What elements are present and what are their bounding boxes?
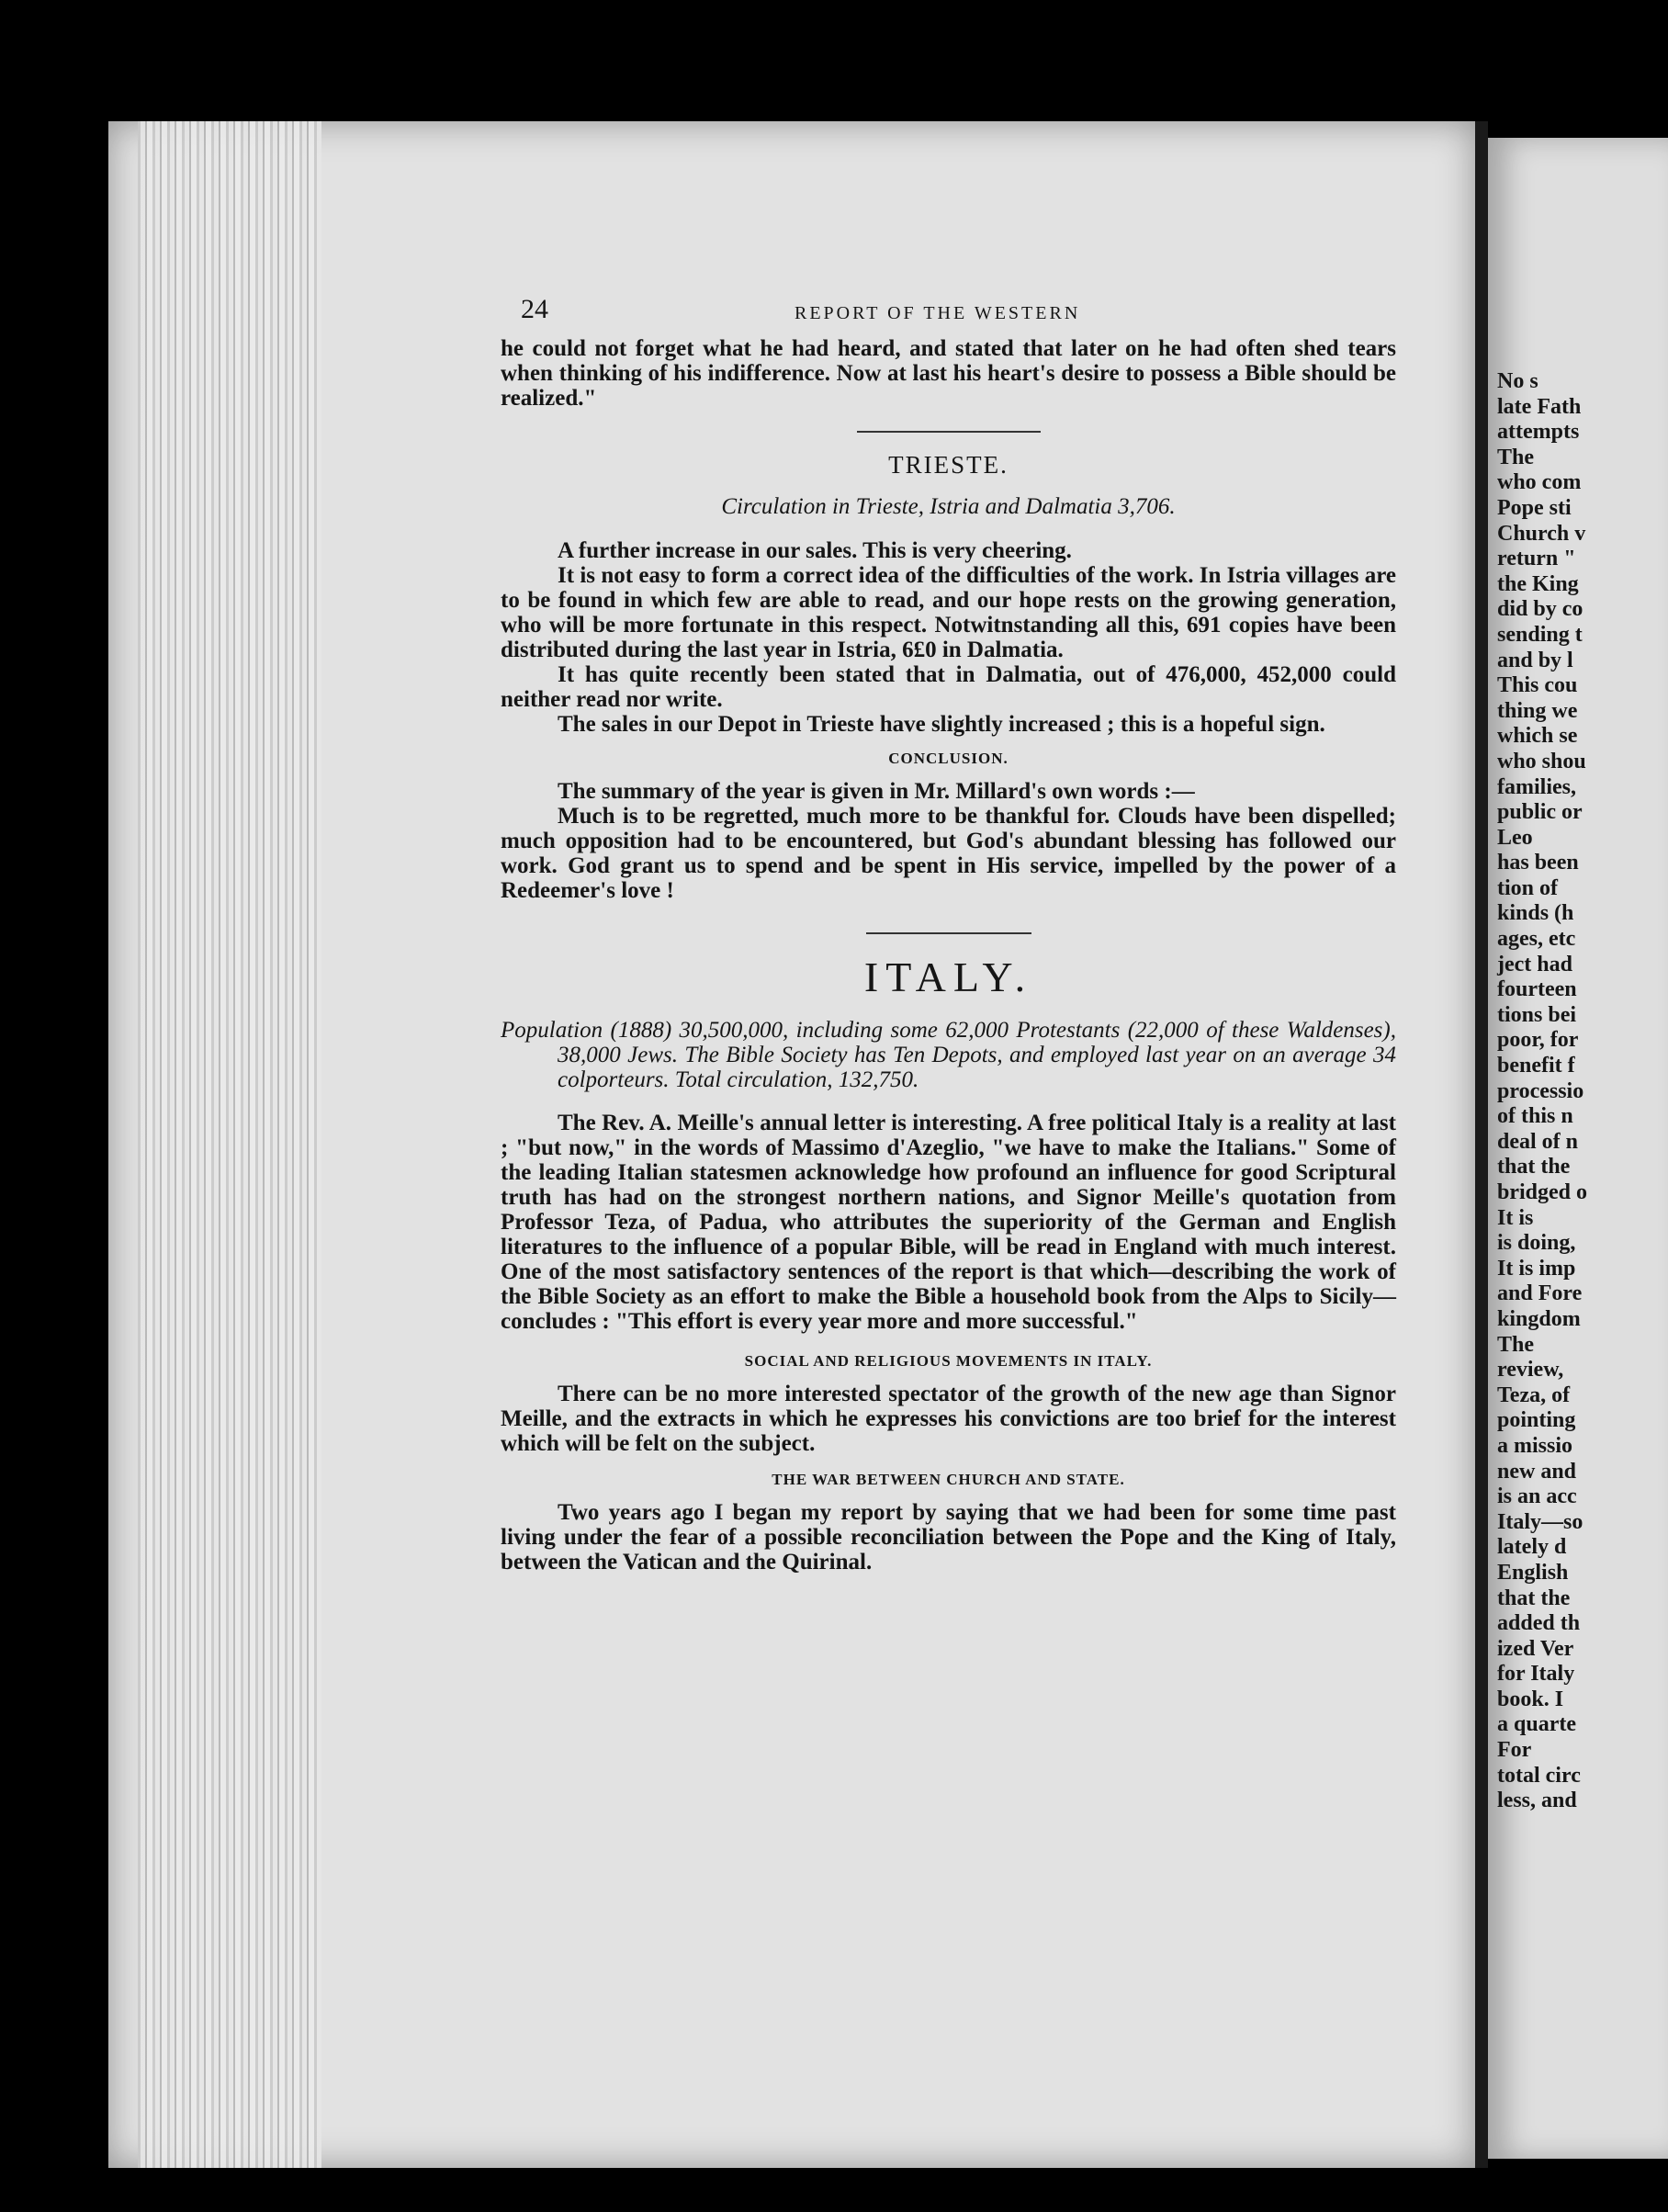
war-paragraph: Two years ago I began my report by saying that we had been for some time past living under the fear of a possible reconciliation between the Pope and the King of Italy, between the Vatican and the Quirinal. <box>501 1500 1396 1574</box>
facing-page-line: which se <box>1497 724 1578 749</box>
facing-page-line: ages, etc <box>1497 927 1576 952</box>
facing-page-line: attempts <box>1497 420 1580 445</box>
page-content <box>501 294 1396 1574</box>
facing-page-line: The <box>1497 445 1535 469</box>
facing-page-line: Teza, of <box>1497 1382 1571 1407</box>
facing-page-line: thing we <box>1497 698 1578 723</box>
italy-paragraph: The Rev. A. Meille's annual letter is interesting. A free political Italy is a reality at last ; "but now," in the words of Massimo d'Azeglio, "we have to make the Italians." Some of the leading Italian statesmen acknowledge how profound an influence for good Scriptural truth has had on the strongest northern nations, and Signor Meille's quotation from Professor Teza, of Padua, who attributes the superiority of the German and English literatures to the influence of a popular Bible, will be read in England with much interest. One of the most satisfactory sentences of the report is that which—describing the work of the Bible Society as an effort to make the Bible a household book from the Alps to Sicily—concludes : "This effort is every year more and more successful." <box>501 1111 1396 1334</box>
book-gutter <box>1475 121 1488 2168</box>
facing-page-line: did by co <box>1497 597 1583 622</box>
section-divider <box>857 431 1041 433</box>
facing-page-line: English <box>1497 1560 1569 1585</box>
facing-page-line: who shou <box>1497 749 1586 773</box>
running-header <box>501 294 1396 331</box>
facing-page-line: tions bei <box>1497 1002 1577 1027</box>
facing-page-line: kingdom <box>1497 1306 1581 1331</box>
facing-page-line: that the <box>1497 1586 1571 1610</box>
facing-page-line: deal of n <box>1497 1129 1579 1154</box>
facing-page-line: bridged o <box>1497 1180 1588 1204</box>
facing-page-line: fourteen <box>1497 977 1577 1002</box>
facing-page-line: For <box>1497 1738 1532 1763</box>
trieste-paragraph: A further increase in our sales. This is very cheering. <box>558 538 1072 563</box>
trieste-paragraph: The sales in our Depot in Trieste have slightly increased ; this is a hopeful sign. <box>558 712 1325 737</box>
facing-page-line: the King <box>1497 571 1579 596</box>
italy-intro: Population (1888) 30,500,000, including some 62,000 Protestants (22,000 of these Waldenses), 38,000 Jews. The Bible Society has Ten Depots, and employed last year on an average 34 colporteurs. Total circulation, 132,750. <box>501 1018 1396 1092</box>
facing-page-line: ject had <box>1497 952 1572 976</box>
conclusion-paragraph: Much is to be regretted, much more to be thankful for. Clouds have been dispelled; much opposition had to be encountered, but God's abundant blessing has followed our work. God grant us to spend and be spent in His service, impelled by the power of a Redeemer's love ! <box>501 804 1396 903</box>
facing-page <box>1488 138 1668 2159</box>
facing-page-line: tion of <box>1497 875 1558 900</box>
facing-page-line: late Fath <box>1497 394 1582 419</box>
facing-page-line: total circ <box>1497 1763 1581 1788</box>
opening-paragraph: he could not forget what he had heard, and stated that later on he had often shed tears when thinking of his indifference. Now at last his heart's desire to possess a Bible should be realized." <box>501 336 1396 411</box>
conclusion-paragraph: The summary of the year is given in Mr. Millard's own words :— <box>558 779 1195 804</box>
social-heading: SOCIAL AND RELIGIOUS MOVEMENTS IN ITALY. <box>744 1352 1153 1370</box>
facing-page-line: Church v <box>1497 521 1586 546</box>
facing-page-line: and by l <box>1497 648 1573 672</box>
trieste-heading: TRIESTE. <box>888 451 1009 479</box>
facing-page-line: for Italy <box>1497 1662 1575 1687</box>
facing-page-line: added th <box>1497 1611 1581 1636</box>
facing-page-line: Leo <box>1497 825 1533 850</box>
page-number: 24 <box>521 294 548 324</box>
section-divider <box>866 932 1031 934</box>
facing-page-line: This cou <box>1497 673 1578 698</box>
facing-page-line: less, and <box>1497 1789 1577 1813</box>
facing-page-line: kinds (h <box>1497 901 1574 926</box>
facing-page-line: and Fore <box>1497 1281 1583 1306</box>
facing-page-line: sending t <box>1497 622 1583 647</box>
facing-page-line: of this n <box>1497 1104 1573 1129</box>
facing-page-line: families, <box>1497 774 1576 799</box>
facing-page-line: public or <box>1497 800 1583 825</box>
conclusion-heading: CONCLUSION. <box>888 750 1009 767</box>
facing-page-line: Pope sti <box>1497 495 1572 520</box>
facing-page-line: lately d <box>1497 1535 1567 1560</box>
facing-page-line: that the <box>1497 1155 1571 1179</box>
facing-page-line: It is imp <box>1497 1256 1576 1281</box>
stacked-page-edges <box>138 121 321 2168</box>
social-paragraph: There can be no more interested spectator of the growth of the new age than Signor Meille, and the extracts in which he expresses his convictions are too brief for the interest which will be felt on the subject. <box>501 1382 1396 1456</box>
facing-page-line: new and <box>1497 1459 1577 1484</box>
facing-page-line: has been <box>1497 851 1579 875</box>
italy-heading: ITALY. <box>863 954 1033 1000</box>
facing-page-line: return " <box>1497 547 1576 571</box>
facing-page-line: poor, for <box>1497 1028 1579 1053</box>
facing-page-line: who com <box>1497 470 1582 495</box>
war-heading: THE WAR BETWEEN CHURCH AND STATE. <box>772 1471 1125 1488</box>
facing-page-line: a quarte <box>1497 1712 1576 1737</box>
trieste-paragraph: It has quite recently been stated that in Dalmatia, out of 476,000, 452,000 could neither read nor write. <box>501 662 1396 712</box>
facing-page-line: is doing, <box>1497 1231 1576 1256</box>
trieste-circulation: Circulation in Trieste, Istria and Dalmatia 3,706. <box>721 494 1176 519</box>
facing-page-line: a missio <box>1497 1433 1573 1458</box>
facing-page-line: No s <box>1497 369 1538 393</box>
facing-page-line: book. I <box>1497 1687 1564 1711</box>
trieste-paragraph: It is not easy to form a correct idea of the difficulties of the work. In Istria villages are to be found in which few are able to read, and our hope rests on the growing generation, who will be more fortunate in this respect. Notwitnstanding all this, 691 copies have been distributed during the last year in Istria, 6£0 in Dalmatia. <box>501 563 1396 662</box>
facing-page-line: ized Ver <box>1497 1636 1574 1661</box>
facing-page-line: The <box>1497 1332 1535 1357</box>
facing-page-line: It is <box>1497 1205 1534 1230</box>
facing-page-line: Italy—so <box>1497 1509 1583 1534</box>
facing-page-top-margin <box>1488 138 1668 369</box>
running-title: REPORT OF THE WESTERN <box>795 303 1081 323</box>
facing-page-line: is an acc <box>1497 1484 1577 1509</box>
facing-page-line: processio <box>1497 1078 1584 1103</box>
facing-page-line: pointing <box>1497 1408 1576 1433</box>
facing-page-line: benefit f <box>1497 1054 1575 1078</box>
facing-page-line: review, <box>1497 1358 1564 1382</box>
